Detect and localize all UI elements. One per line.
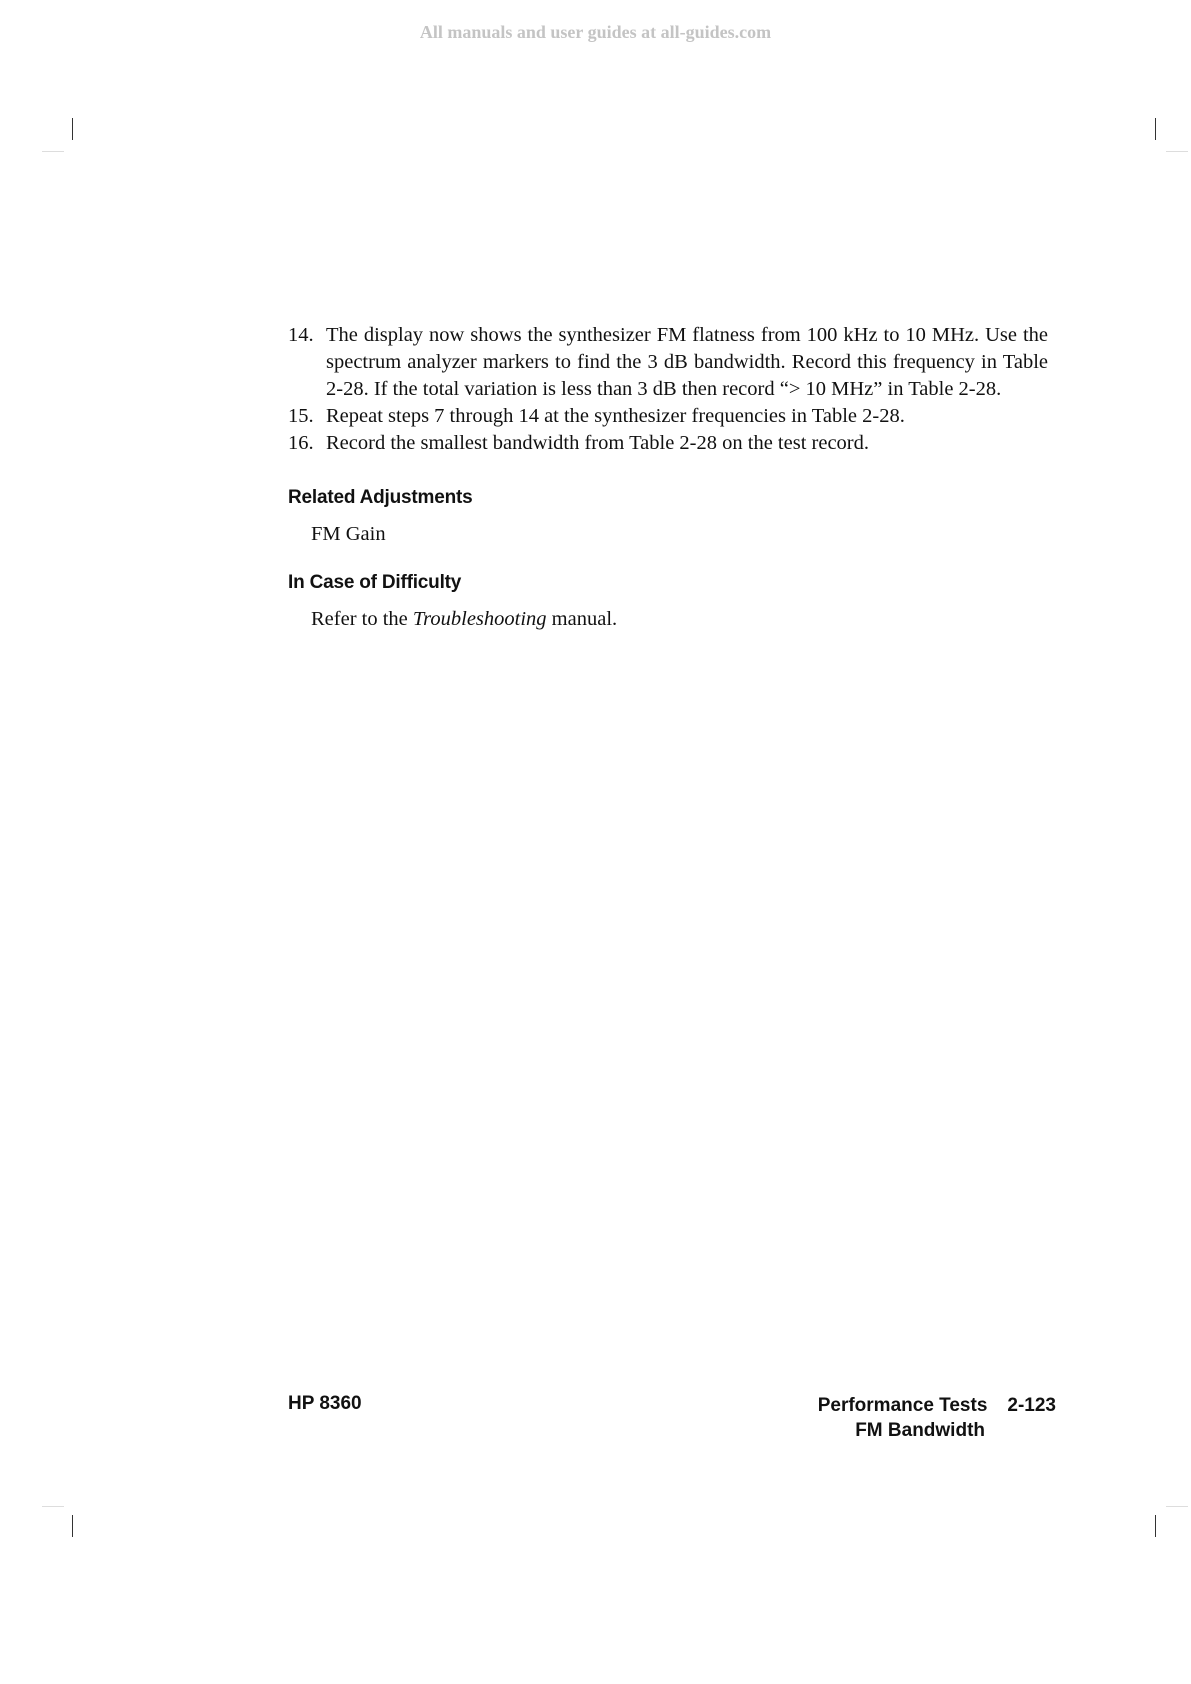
related-adjustments-text: FM Gain — [311, 523, 386, 545]
footer-section: Performance Tests — [817, 1395, 988, 1416]
footer-section-info — [780, 1393, 1056, 1443]
step-number: 14. — [288, 324, 314, 346]
step-text: The display now shows the synthesizer FM flatness from 100 kHz to 10 MHz. Use the spectrum analyzer markers to find the 3 dB bandwidth. Record this frequency in Table 2-28. If the total variation is less than 3 dB then record “> 10 MHz” in Table 2-28. — [326, 324, 1048, 400]
watermark-banner: All manuals and user guides at all-guides.com — [419, 22, 772, 42]
manual-title: Troubleshooting — [412, 608, 547, 630]
step-text: Repeat steps 7 through 14 at the synthesizer frequencies in Table 2-28. — [326, 405, 905, 427]
difficulty-text — [311, 606, 1048, 633]
crop-mark-top-left-h — [42, 151, 64, 152]
crop-mark-top-left — [72, 118, 73, 140]
step-15 — [288, 403, 1048, 430]
step-number: 15. — [288, 405, 314, 427]
step-text: Record the smallest bandwidth from Table 2-28 on the test record. — [326, 432, 869, 454]
related-adjustments-heading: Related Adjustments — [288, 487, 473, 508]
crop-mark-bottom-right-h — [1166, 1506, 1188, 1507]
footer-subsection: FM Bandwidth — [855, 1420, 985, 1441]
crop-mark-bottom-right — [1155, 1515, 1156, 1537]
step-14 — [288, 322, 1048, 403]
step-16 — [288, 430, 1048, 457]
difficulty-heading: In Case of Difficulty — [288, 572, 462, 593]
crop-mark-top-right — [1155, 118, 1156, 140]
step-number: 16. — [288, 432, 314, 454]
crop-mark-bottom-left — [72, 1515, 73, 1537]
page-body — [288, 322, 1048, 633]
crop-mark-bottom-left-h — [42, 1506, 64, 1507]
footer-page-number: 2-123 — [1007, 1395, 1056, 1416]
procedure-steps — [288, 322, 1048, 457]
difficulty-text-before: Refer to the — [311, 608, 413, 630]
footer-row — [780, 1393, 1056, 1418]
crop-mark-top-right-h — [1166, 151, 1188, 152]
difficulty-text-after: manual. — [546, 608, 618, 630]
footer-model: HP 8360 — [288, 1393, 362, 1414]
